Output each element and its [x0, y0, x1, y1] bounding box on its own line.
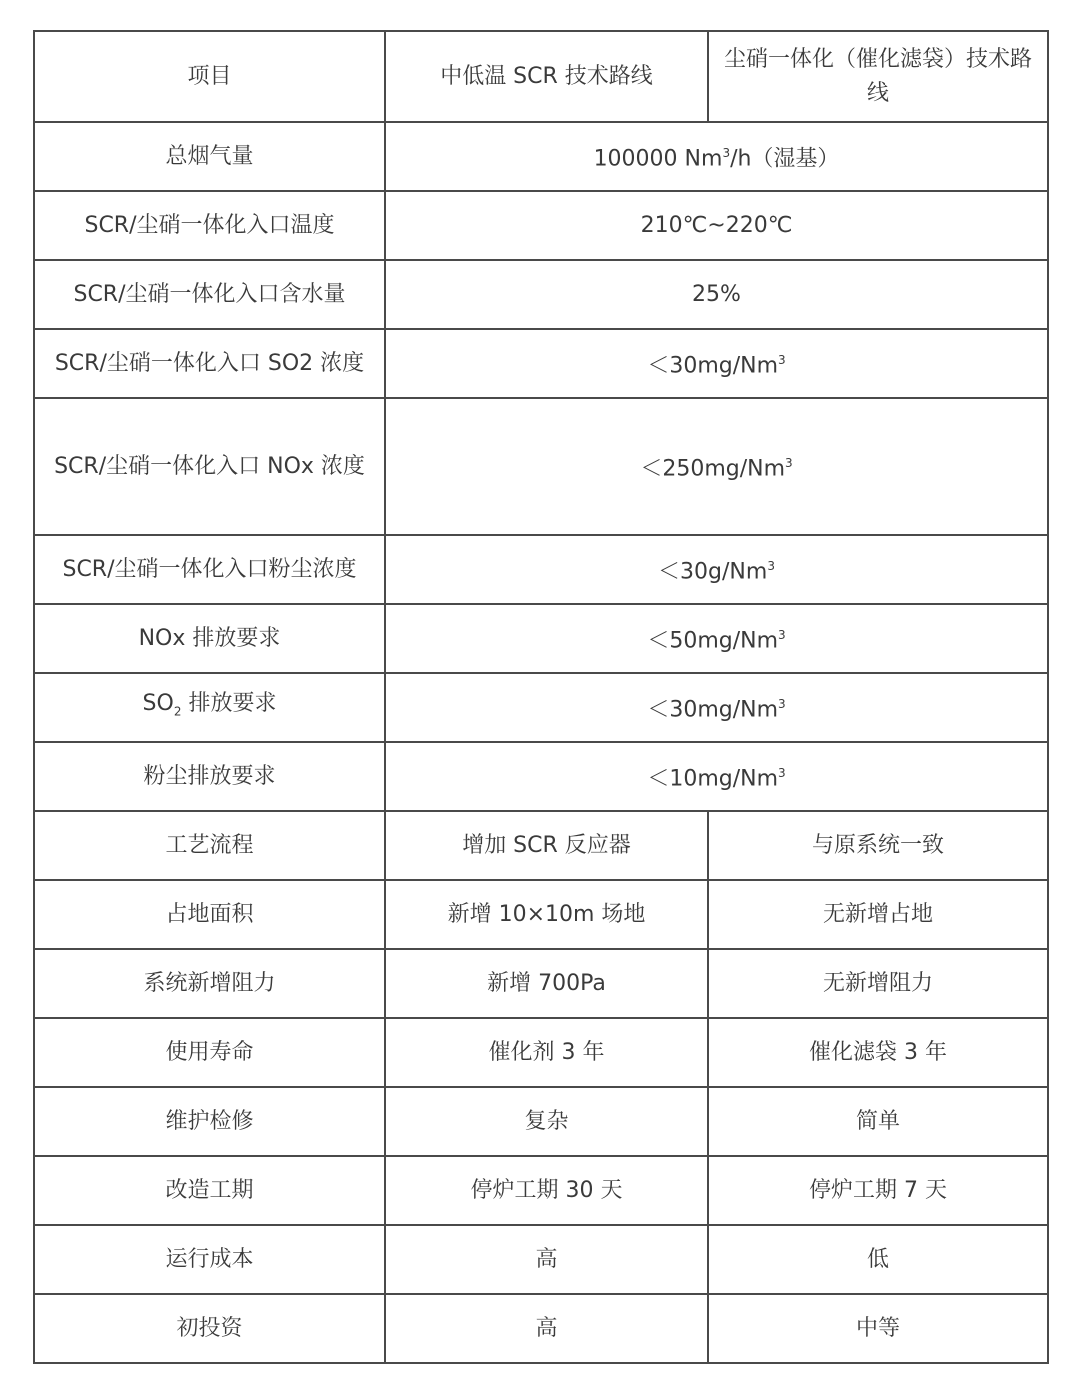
- row-scr-value: 增加 SCR 反应器: [385, 811, 708, 880]
- row-value: $<250mg/Nm^3$: [385, 398, 1048, 535]
- table-row: [34, 191, 1048, 260]
- table-row: [34, 604, 1048, 673]
- row-label: SCR/尘硝一体化入口含水量: [34, 260, 385, 329]
- row-value: $<30mg/Nm^3$: [385, 329, 1048, 398]
- row-label: 工艺流程: [34, 811, 385, 880]
- row-filter-value: 简单: [708, 1087, 1048, 1156]
- table-row: [34, 742, 1048, 811]
- row-value: $<30g/Nm^3$: [385, 535, 1048, 604]
- table-row: [34, 949, 1048, 1018]
- row-scr-value: 高: [385, 1294, 708, 1363]
- row-scr-value: 复杂: [385, 1087, 708, 1156]
- row-label: 系统新增阻力: [34, 949, 385, 1018]
- table-row: [34, 673, 1048, 742]
- row-filter-value: 无新增占地: [708, 880, 1048, 949]
- row-scr-value: 催化剂 3 年: [385, 1018, 708, 1087]
- row-scr-value: 新增 10×10m 场地: [385, 880, 708, 949]
- row-filter-value: 低: [708, 1225, 1048, 1294]
- row-label: SCR/尘硝一体化入口粉尘浓度: [34, 535, 385, 604]
- table-row: [34, 880, 1048, 949]
- table-row: [34, 260, 1048, 329]
- row-filter-value: 无新增阻力: [708, 949, 1048, 1018]
- table-row: [34, 535, 1048, 604]
- row-value: $<50mg/Nm^3$: [385, 604, 1048, 673]
- header-filter: 尘硝一体化（催化滤袋）技术路线: [708, 31, 1048, 122]
- row-label: SCR/尘硝一体化入口 NOx 浓度: [34, 398, 385, 535]
- row-label: $SO_2$ 排放要求: [34, 673, 385, 742]
- row-value: 210℃~220℃: [385, 191, 1048, 260]
- row-filter-value: 停炉工期 7 天: [708, 1156, 1048, 1225]
- row-label: 维护检修: [34, 1087, 385, 1156]
- row-scr-value: 新增 700Pa: [385, 949, 708, 1018]
- row-label: SCR/尘硝一体化入口 SO2 浓度: [34, 329, 385, 398]
- row-label: 使用寿命: [34, 1018, 385, 1087]
- table-row: [34, 398, 1048, 535]
- table-row: [34, 1018, 1048, 1087]
- row-value: 100000 Nm$^3$/h（湿基）: [385, 122, 1048, 191]
- row-label: 总烟气量: [34, 122, 385, 191]
- table-row: [34, 329, 1048, 398]
- table-row: [34, 1294, 1048, 1363]
- row-scr-value: 高: [385, 1225, 708, 1294]
- table-row: [34, 1087, 1048, 1156]
- header-item: 项目: [34, 31, 385, 122]
- row-value: $<10mg/Nm^3$: [385, 742, 1048, 811]
- header-scr: 中低温 SCR 技术路线: [385, 31, 708, 122]
- table-row: [34, 122, 1048, 191]
- row-label: SCR/尘硝一体化入口温度: [34, 191, 385, 260]
- table-row: [34, 1156, 1048, 1225]
- row-label: 运行成本: [34, 1225, 385, 1294]
- row-label: 粉尘排放要求: [34, 742, 385, 811]
- table-row: [34, 811, 1048, 880]
- row-label: 初投资: [34, 1294, 385, 1363]
- table-row: [34, 1225, 1048, 1294]
- row-label: 占地面积: [34, 880, 385, 949]
- row-label: 改造工期: [34, 1156, 385, 1225]
- row-filter-value: 与原系统一致: [708, 811, 1048, 880]
- header-row: [34, 31, 1048, 122]
- comparison-table: [33, 30, 1049, 1364]
- row-label: NOx 排放要求: [34, 604, 385, 673]
- row-value: 25%: [385, 260, 1048, 329]
- row-filter-value: 中等: [708, 1294, 1048, 1363]
- row-scr-value: 停炉工期 30 天: [385, 1156, 708, 1225]
- row-value: $<30mg/Nm^3$: [385, 673, 1048, 742]
- row-filter-value: 催化滤袋 3 年: [708, 1018, 1048, 1087]
